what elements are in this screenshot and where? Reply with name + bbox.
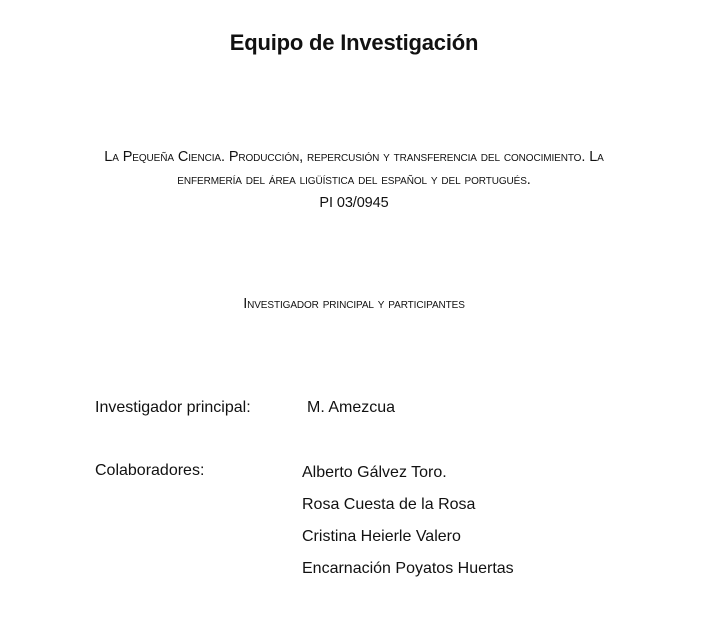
principal-investigator-label: Investigador principal: <box>95 399 251 416</box>
collaborator-name: Rosa Cuesta de la Rosa <box>302 496 476 513</box>
project-title-line-2: enfermería del área ligüística del español y del portugués. <box>177 172 531 188</box>
collaborator-name: Alberto Gálvez Toro. <box>302 464 447 481</box>
project-code: PI 03/0945 <box>319 195 389 211</box>
collaborator-name: Encarnación Poyatos Huertas <box>302 560 514 577</box>
collaborators-list <box>302 462 514 590</box>
collaborators-label: Colaboradores: <box>95 462 205 479</box>
project-title-line-1: La Pequeña Ciencia. Producción, repercusión y transferencia del conocimiento. La <box>104 149 604 165</box>
page-title: Equipo de Investigación <box>229 30 479 55</box>
section-heading: Investigador principal y participantes <box>243 296 465 312</box>
collaborator-name: Cristina Heierle Valero <box>302 528 461 545</box>
project-description <box>20 146 688 215</box>
principal-investigator-name: M. Amezcua <box>307 399 396 416</box>
